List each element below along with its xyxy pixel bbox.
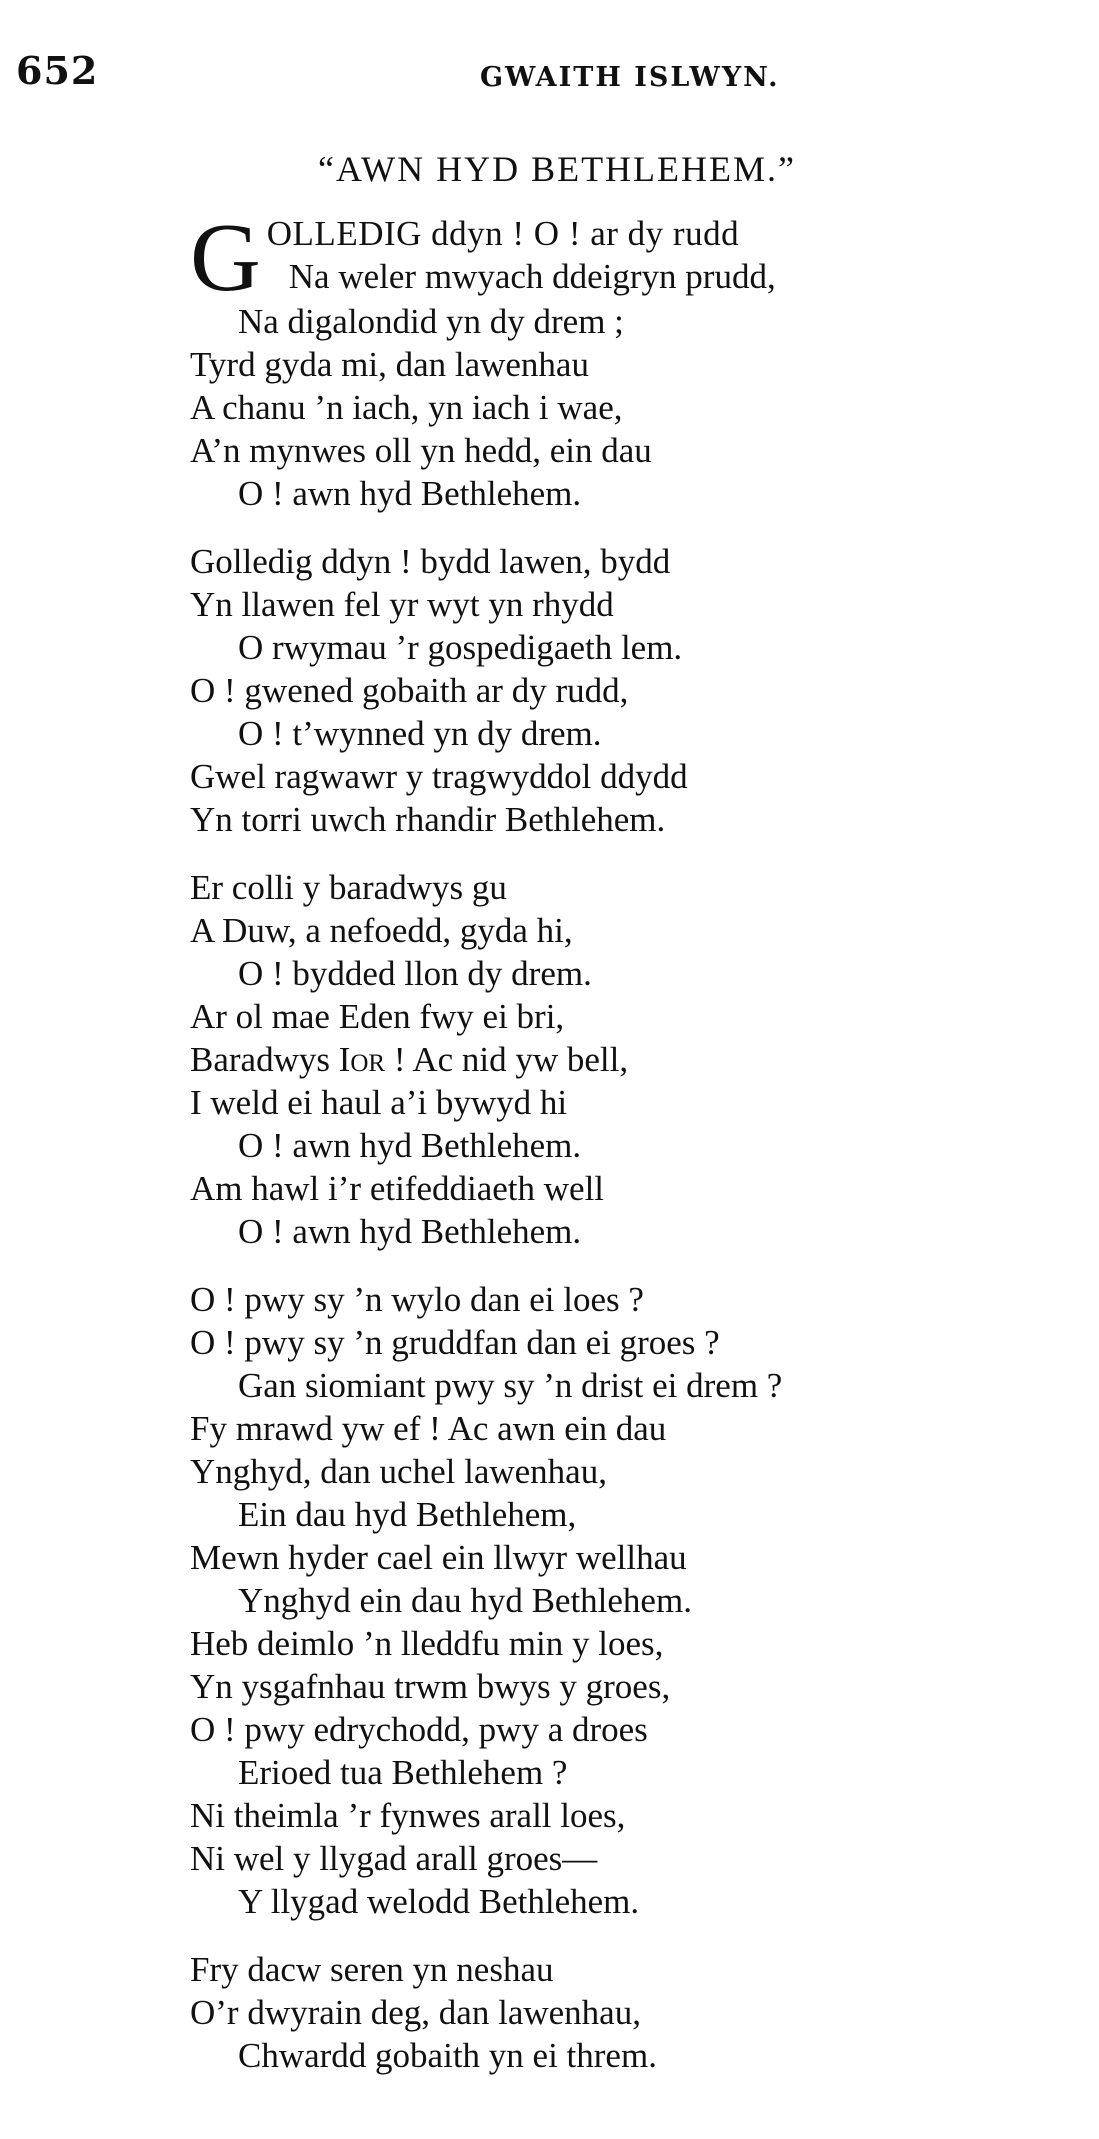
stanza-2 bbox=[190, 540, 1070, 841]
poem-line: O ! bydded llon dy drem. bbox=[238, 954, 592, 993]
poem-line-text: ! Ac nid yw bell, bbox=[385, 1040, 629, 1079]
poem-body bbox=[190, 204, 1070, 2102]
poem-line: Erioed tua Bethlehem ? bbox=[238, 1753, 568, 1792]
poem-line bbox=[190, 212, 1070, 255]
poem-line: O’r dwyrain deg, dan lawenhau, bbox=[190, 1993, 641, 2032]
poem-line: Yn ysgafnhau trwm bwys y groes, bbox=[190, 1667, 671, 1706]
poem-line-text: Baradwys bbox=[190, 1040, 339, 1079]
poem-line: A chanu ’n iach, yn iach i wae, bbox=[190, 388, 623, 427]
poem-line: A Duw, a nefoedd, gyda hi, bbox=[190, 911, 573, 950]
poem-line: O ! gwened gobaith ar dy rudd, bbox=[190, 671, 629, 710]
poem-line: Ynghyd, dan uchel lawenhau, bbox=[190, 1452, 607, 1491]
stanza-3 bbox=[190, 866, 1070, 1253]
stanza-4 bbox=[190, 1278, 1070, 1923]
poem-line: O ! awn hyd Bethlehem. bbox=[238, 1126, 582, 1165]
poem-line: O ! awn hyd Bethlehem. bbox=[238, 474, 582, 513]
poem-line: Golledig ddyn ! bydd lawen, bydd bbox=[190, 542, 671, 581]
poem-line: Na digalondid yn dy drem ; bbox=[238, 302, 624, 341]
poem-line-text: OLLEDIG ddyn ! O ! ar dy rudd bbox=[266, 214, 740, 253]
poem-line: Ar ol mae Eden fwy ei bri, bbox=[190, 997, 565, 1036]
poem-line: Er colli y baradwys gu bbox=[190, 868, 507, 907]
poem-line: O rwymau ’r gospedigaeth lem. bbox=[238, 628, 683, 667]
poem-line: Ni theimla ’r fynwes arall loes, bbox=[190, 1796, 626, 1835]
poem-line: O ! t’wynned yn dy drem. bbox=[238, 714, 602, 753]
poem-line: A’n mynwes oll yn hedd, ein dau bbox=[190, 431, 652, 470]
poem-title: “AWN HYD BETHLEHEM.” bbox=[318, 149, 797, 189]
poem-line-text: Na weler mwyach ddeigryn prudd, bbox=[288, 257, 776, 296]
poem-line: Ein dau hyd Bethlehem, bbox=[238, 1495, 577, 1534]
poem-line: O ! pwy edrychodd, pwy a droes bbox=[190, 1710, 648, 1749]
poem-line: Gan siomiant pwy sy ’n drist ei drem ? bbox=[238, 1366, 783, 1405]
poem-line bbox=[190, 1038, 1070, 1081]
poem-line: O ! awn hyd Bethlehem. bbox=[238, 1212, 582, 1251]
poem-line: Yn torri uwch rhandir Bethlehem. bbox=[190, 800, 666, 839]
stanza-1 bbox=[190, 204, 1070, 515]
stanza-5 bbox=[190, 1948, 1070, 2077]
divine-name-smallcaps: Ior bbox=[338, 1040, 386, 1079]
poem-line: Chwardd gobaith yn ei threm. bbox=[238, 2036, 657, 2075]
poem-line: Tyrd gyda mi, dan lawenhau bbox=[190, 345, 589, 384]
poem-line: Heb deimlo ’n lleddfu min y loes, bbox=[190, 1624, 664, 1663]
poem-line: Ni wel y llygad arall groes— bbox=[190, 1839, 598, 1878]
poem-line: Ynghyd ein dau hyd Bethlehem. bbox=[238, 1581, 692, 1620]
poem-line: Mewn hyder cael ein llwyr wellhau bbox=[190, 1538, 687, 1577]
page-number: 652 bbox=[16, 48, 99, 93]
poem-line: Yn llawen fel yr wyt yn rhydd bbox=[190, 585, 614, 624]
book-title: GWAITH ISLWYN. bbox=[480, 62, 780, 93]
poem-line: O ! pwy sy ’n wylo dan ei loes ? bbox=[190, 1280, 644, 1319]
running-head bbox=[0, 40, 1099, 100]
poem-line: I weld ei haul a’i bywyd hi bbox=[190, 1083, 568, 1122]
poem-line bbox=[190, 255, 1070, 298]
poem-line: Am hawl i’r etifeddiaeth well bbox=[190, 1169, 605, 1208]
poem-line: O ! pwy sy ’n gruddfan dan ei groes ? bbox=[190, 1323, 720, 1362]
poem-line: Fy mrawd yw ef ! Ac awn ein dau bbox=[190, 1409, 667, 1448]
poem-line: Fry dacw seren yn neshau bbox=[190, 1950, 554, 1989]
poem-line: Y llygad welodd Bethlehem. bbox=[238, 1882, 640, 1921]
poem-line: Gwel ragwawr y tragwyddol ddydd bbox=[190, 757, 688, 796]
drop-cap: G bbox=[190, 204, 261, 312]
